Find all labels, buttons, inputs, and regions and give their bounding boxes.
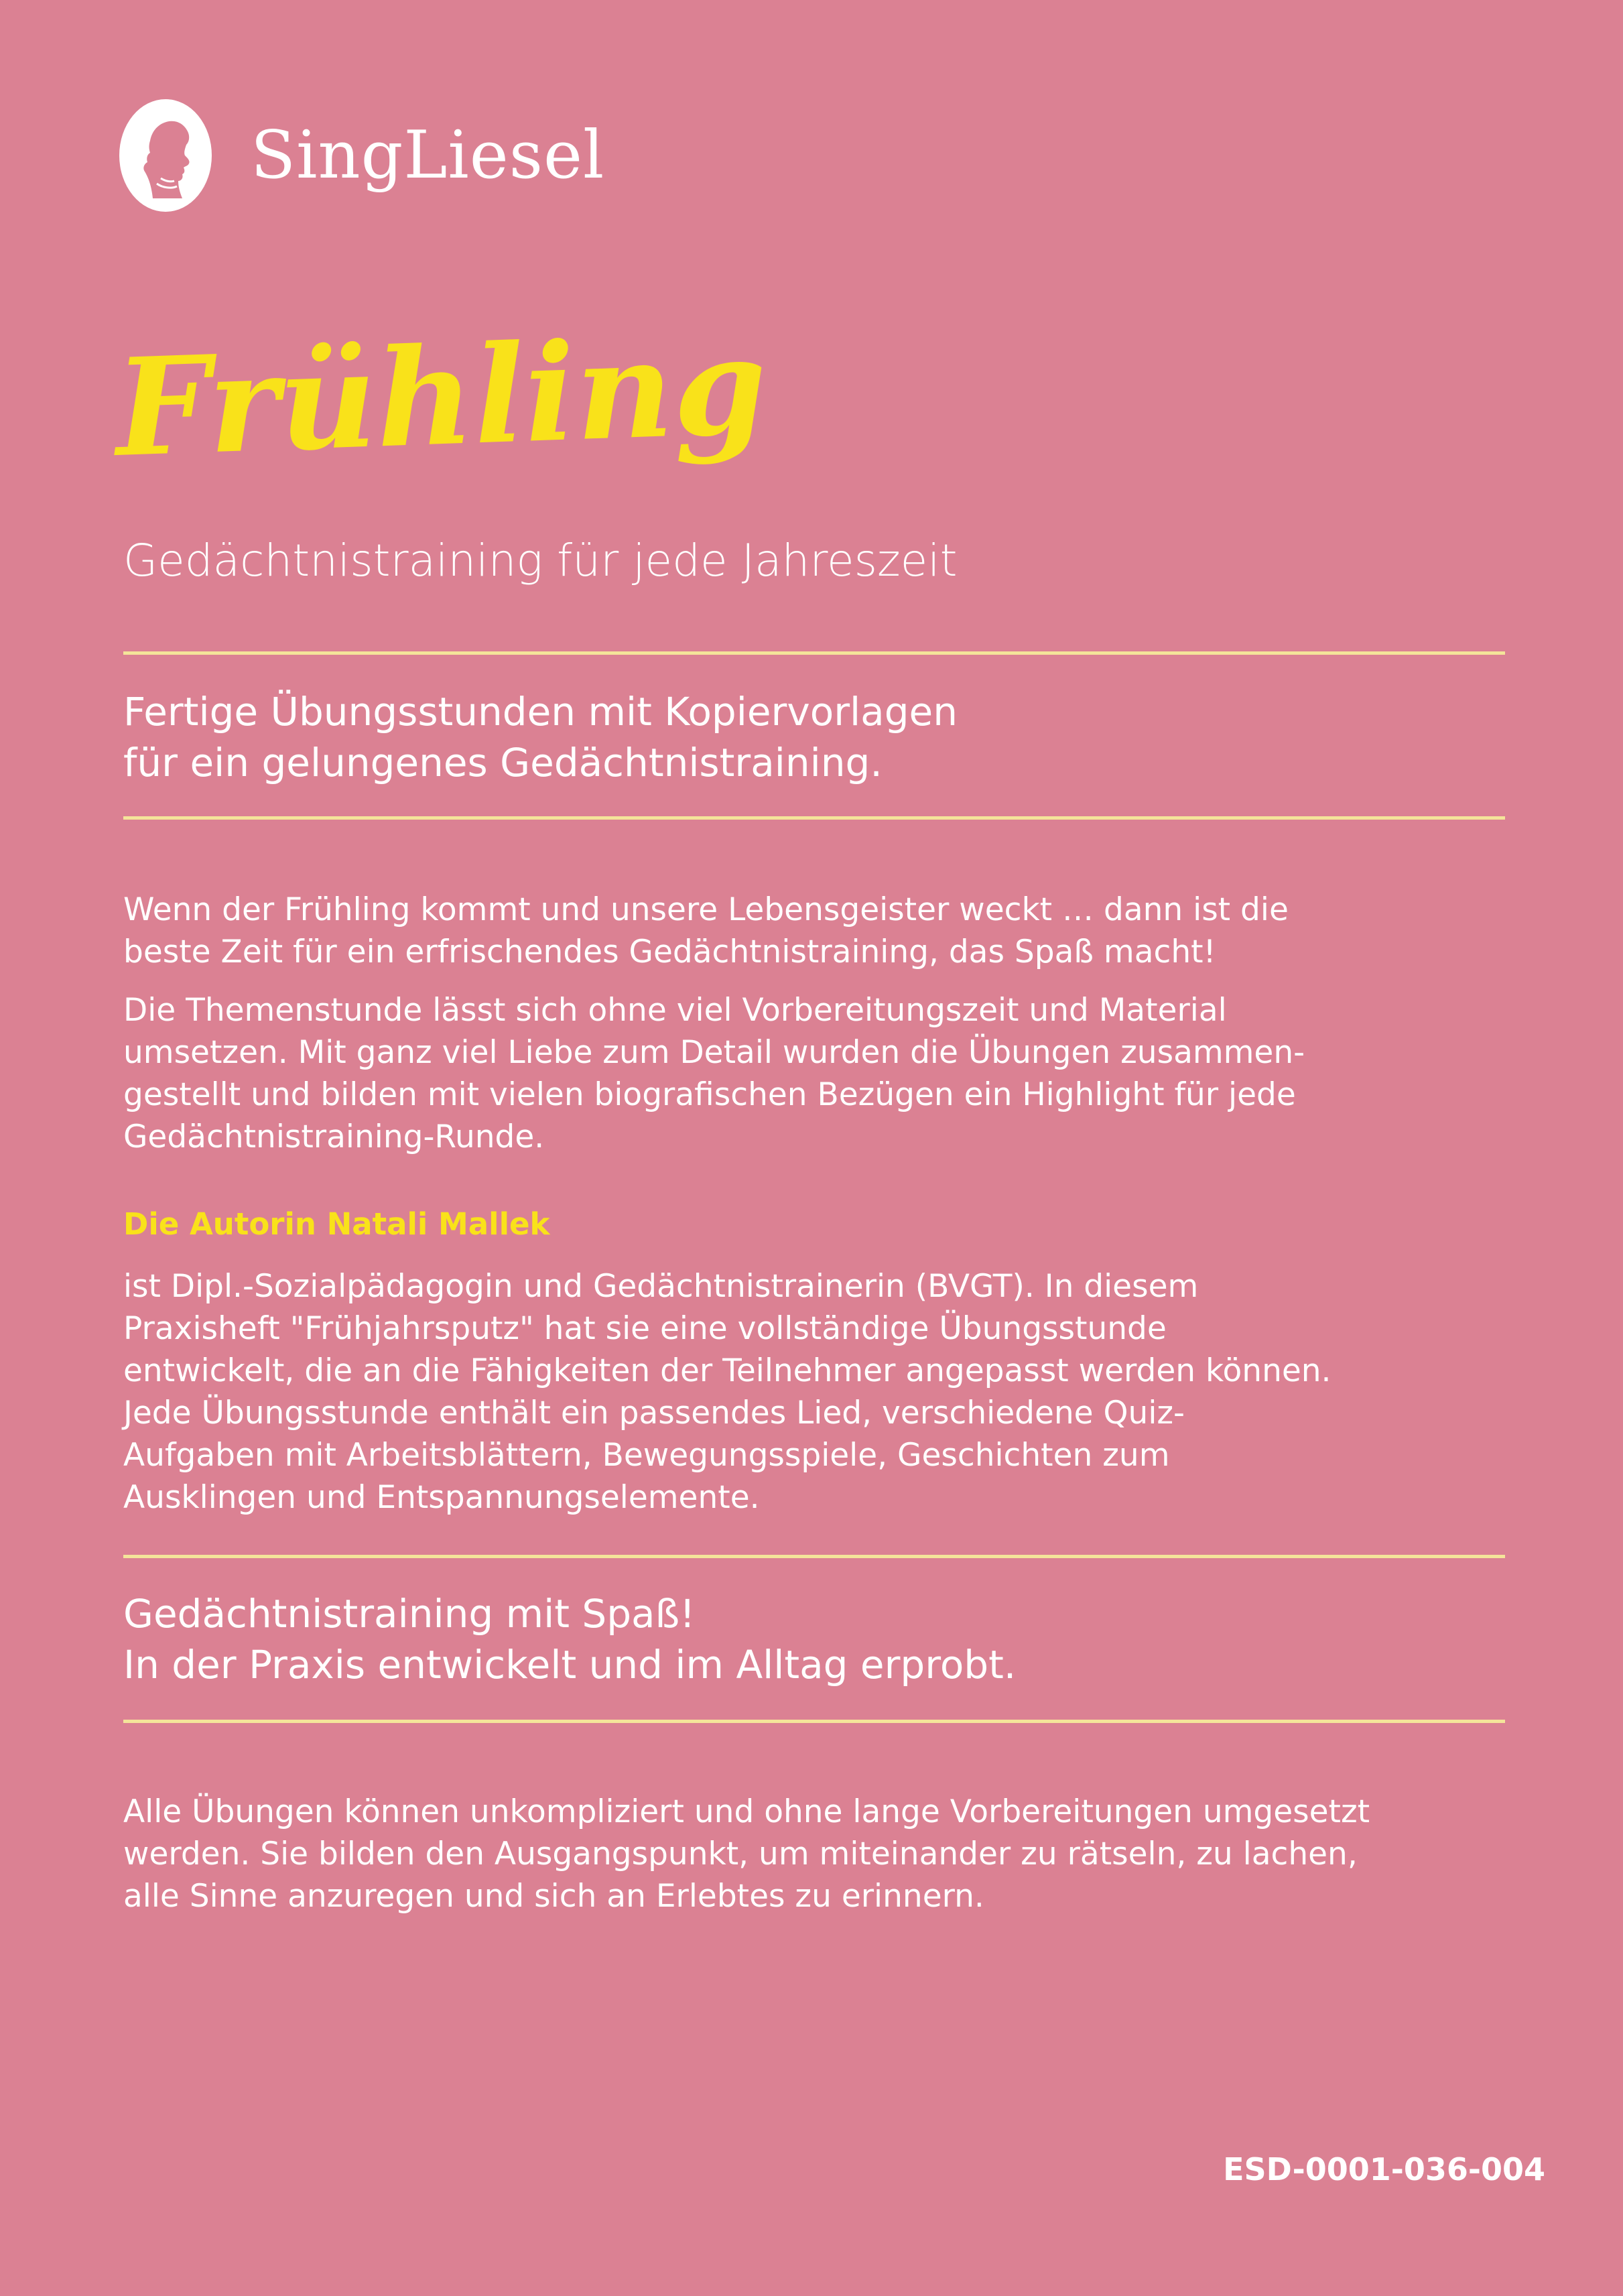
intro-paragraph-2 bbox=[123, 989, 1305, 1158]
closing-paragraph bbox=[123, 1791, 1370, 1917]
text-line: werden. Sie bilden den Ausgangspunkt, um miteinander zu rätseln, zu lachen, bbox=[123, 1836, 1358, 1872]
cameo-silhouette-icon bbox=[118, 98, 213, 213]
tagline-line: Fertige Übungsstunden mit Kopiervorlagen bbox=[123, 689, 958, 735]
author-heading: Die Autorin Natali Mallek bbox=[123, 1206, 550, 1242]
text-line: Gedächtnistraining-Runde. bbox=[123, 1119, 545, 1155]
tagline-top bbox=[123, 686, 958, 788]
text-line: beste Zeit für ein erfrischendes Gedächtnistraining, das Spaß macht! bbox=[123, 934, 1216, 970]
text-line: Die Themenstunde lässt sich ohne viel Vorbereitungszeit und Material bbox=[123, 992, 1227, 1029]
page-title: Frühling bbox=[113, 307, 769, 487]
divider-rule bbox=[123, 1720, 1505, 1723]
text-line: ist Dipl.-Sozialpädagogin und Gedächtnistrainerin (BVGT). In diesem bbox=[123, 1268, 1199, 1305]
tagline-line: Gedächtnistraining mit Spaß! bbox=[123, 1591, 696, 1637]
text-line: Aufgaben mit Arbeitsblättern, Bewegungsspiele, Geschichten zum bbox=[123, 1437, 1170, 1474]
text-line: Alle Übungen können unkompliziert und ohne lange Vorbereitungen umgesetzt bbox=[123, 1793, 1370, 1830]
tagline-line: In der Praxis entwickelt und im Alltag erprobt. bbox=[123, 1642, 1017, 1687]
product-code: ESD-0001-036-004 bbox=[1223, 2151, 1545, 2187]
page-subtitle: Gedächtnistraining für jede Jahreszeit bbox=[123, 535, 958, 586]
divider-rule bbox=[123, 651, 1505, 655]
tagline-bottom bbox=[123, 1588, 1016, 1690]
brand-name: SingLiesel bbox=[251, 117, 605, 194]
brand-logo bbox=[118, 98, 604, 213]
text-line: alle Sinne anzuregen und sich an Erlebtes zu erinnern. bbox=[123, 1878, 984, 1915]
text-line: umsetzen. Mit ganz viel Liebe zum Detail wurden die Übungen zusammen- bbox=[123, 1034, 1305, 1071]
text-line: gestellt und bilden mit vielen biografischen Bezügen ein Highlight für jede bbox=[123, 1076, 1296, 1113]
tagline-line: für ein gelungenes Gedächtnistraining. bbox=[123, 740, 883, 785]
text-line: Wenn der Frühling kommt und unsere Lebensgeister weckt … dann ist die bbox=[123, 891, 1289, 928]
text-line: Jede Übungsstunde enthält ein passendes Lied, verschiedene Quiz- bbox=[123, 1395, 1185, 1431]
divider-rule bbox=[123, 816, 1505, 820]
author-paragraph bbox=[123, 1265, 1332, 1519]
intro-paragraph-1 bbox=[123, 889, 1289, 973]
text-line: entwickelt, die an die Fähigkeiten der Teilnehmer angepasst werden können. bbox=[123, 1352, 1332, 1389]
divider-rule bbox=[123, 1555, 1505, 1558]
text-line: Ausklingen und Entspannungselemente. bbox=[123, 1479, 760, 1516]
text-line: Praxisheft "Frühjahrsputz" hat sie eine vollständige Übungsstunde bbox=[123, 1310, 1167, 1347]
